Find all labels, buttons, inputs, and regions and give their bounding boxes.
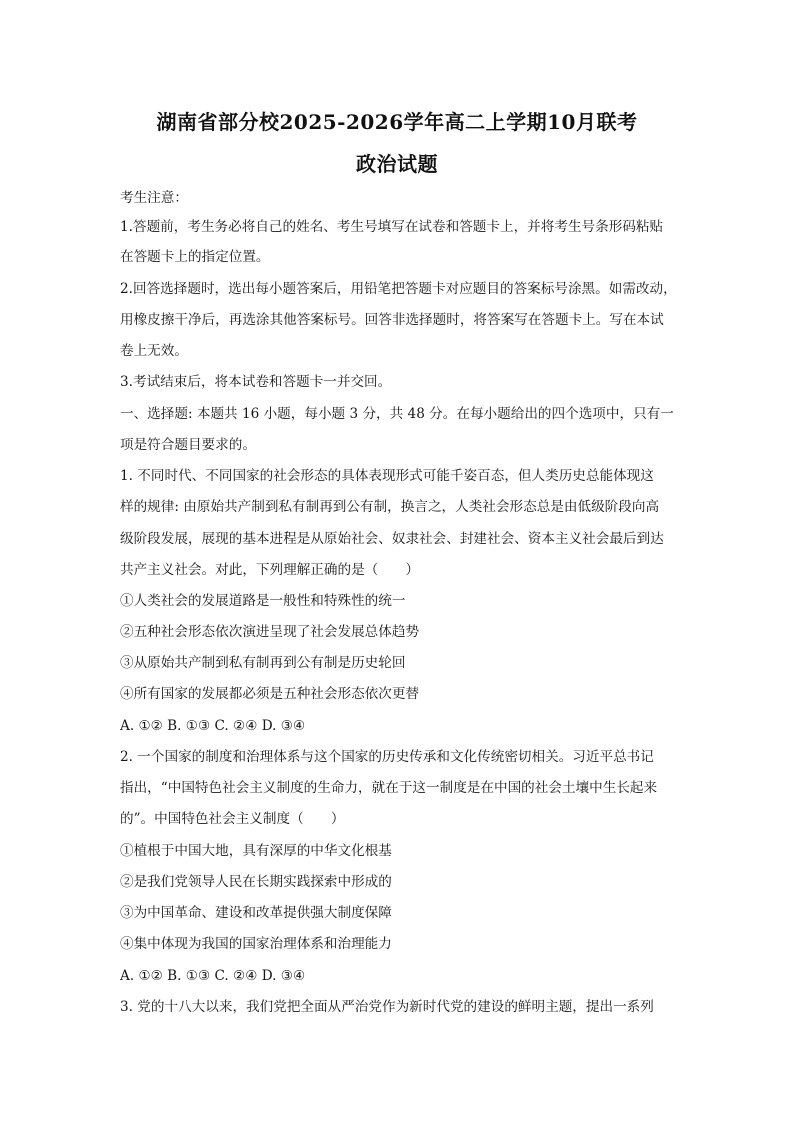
question-2-stem: 的”。中国特色社会主义制度（ ） (120, 811, 345, 827)
question-1-stem: 1. 不同时代、不同国家的社会形态的具体表现形式可能千姿百态，但人类历史总能体现这 (120, 468, 654, 484)
question-2-option: ②是我们党领导人民在长期实践探索中形成的 (120, 874, 392, 890)
question-1-stem: 样的规律: 由原始共产制到私有制再到公有制，换言之，人类社会形态总是由低级阶段向高 (120, 499, 660, 515)
question-3-stem: 3. 党的十八大以来，我们党把全面从严治党作为新时代党的建设的鲜明主题，提出一系列 (120, 999, 654, 1015)
question-2-option: ④集中体现为我国的国家治理体系和治理能力 (120, 936, 392, 952)
question-1-choices: A. ①② B. ①③ C. ②④ D. ③④ (120, 718, 306, 734)
question-1-option: ②五种社会形态依次演进呈现了社会发展总体趋势 (120, 624, 420, 640)
notice-line: 用橡皮擦干净后，再选涂其他答案标号。回答非选择题时，将答案写在答题卡上。写在本试 (120, 312, 664, 328)
notice-heading: 考生注意： (120, 190, 188, 206)
section-heading-cont: 项是符合题目要求的。 (120, 437, 256, 453)
question-1-option: ③从原始共产制到私有制再到公有制是历史轮回 (120, 655, 406, 671)
question-2-option: ①植根于中国大地，具有深厚的中华文化根基 (120, 843, 392, 859)
notice-line: 3.考试结束后，将本试卷和答题卡一并交回。 (120, 374, 392, 390)
question-2-stem: 2. 一个国家的制度和治理体系与这个国家的历史传承和文化传统密切相关。习近平总书记 (120, 749, 654, 765)
notice-line: 卷上无效。 (120, 343, 188, 359)
section-heading: 一、选择题: 本题共 16 小题，每小题 3 分，共 48 分。在每小题给出的四个选项中，只有一 (120, 406, 674, 422)
question-1-option: ④所有国家的发展都必须是五种社会形态依次更替 (120, 686, 420, 702)
question-2-choices: A. ①② B. ①③ C. ②④ D. ③④ (120, 968, 306, 984)
exam-subtitle: 政治试题 (356, 152, 438, 176)
question-2-option: ③为中国革命、建设和改革提供强大制度保障 (120, 905, 392, 921)
question-1-stem: 级阶段发展，展现的基本进程是从原始社会、奴隶社会、封建社会、资本主义社会最后到达 (120, 531, 664, 547)
question-1-option: ①人类社会的发展道路是一般性和特殊性的统一 (120, 593, 406, 609)
notice-line: 1.答题前，考生务必将自己的姓名、考生号填写在试卷和答题卡上，并将考生号条形码粘贴 (120, 219, 664, 235)
notice-line: 在答题卡上的指定位置。 (120, 249, 270, 265)
notice-line: 2.回答选择题时，选出每小题答案后，用铅笔把答题卡对应题目的答案标号涂黑。如需改动， (120, 281, 677, 297)
question-2-stem: 指出，“中国特色社会主义制度的生命力，就在于这一制度是在中国的社会土壤中生长起来 (120, 780, 658, 796)
question-1-stem: 共产主义社会。对此，下列理解正确的是（ ） (120, 562, 420, 578)
exam-title: 湖南省部分校2025-2026学年高二上学期10月联考 (156, 110, 638, 134)
